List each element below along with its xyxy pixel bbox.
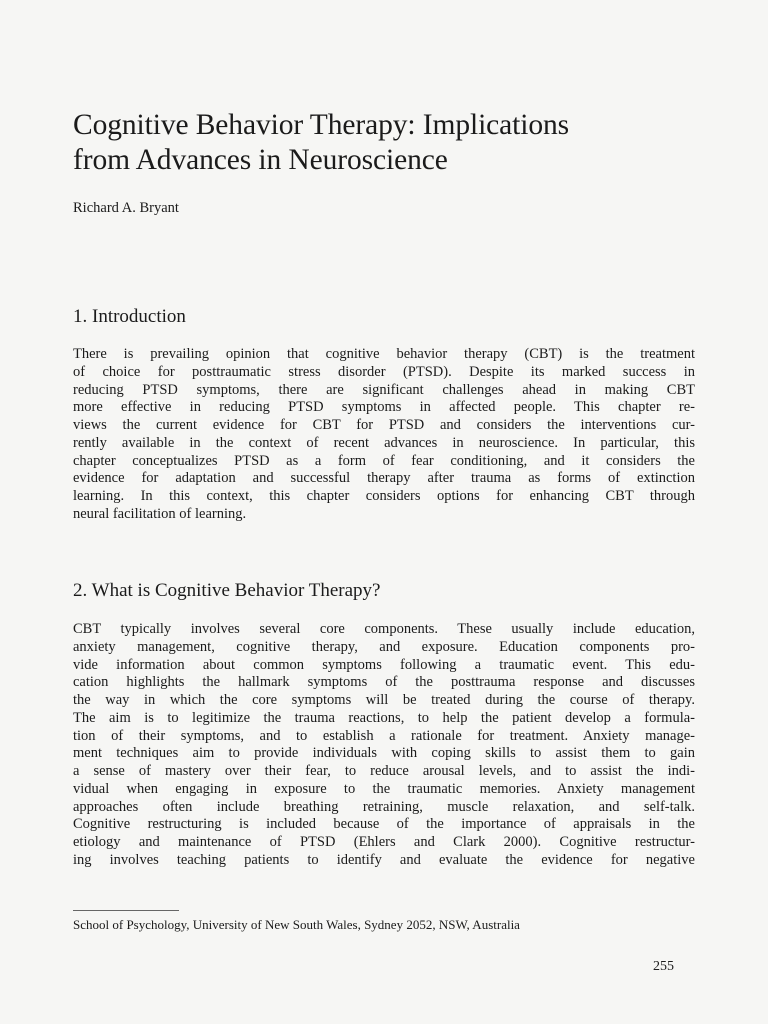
footnote-rule xyxy=(73,910,179,911)
text-line: more effective in reducing PTSD symptoms in affected people. This chapter re- xyxy=(73,399,695,416)
text-line: reducing PTSD symptoms, there are significant challenges ahead in making CBT xyxy=(73,381,695,398)
text-line: of choice for posttraumatic stress disorder (PTSD). Despite its marked success in xyxy=(73,363,695,380)
text-line: ment techniques aim to provide individuals with coping skills to assist them to gain xyxy=(73,745,695,762)
text-line: cation highlights the hallmark symptoms of the posttrauma response and discusses xyxy=(73,674,695,691)
text-line: the way in which the core symptoms will be treated during the course of therapy. xyxy=(73,692,695,708)
text-line: ing involves teaching patients to identify and evaluate the evidence for negative xyxy=(73,851,695,868)
section-body-introduction xyxy=(73,346,695,524)
author-affiliation-footnote: School of Psychology, University of New South Wales, Sydney 2052, NSW, Australia xyxy=(73,917,520,932)
section-heading-introduction: 1. Introduction xyxy=(73,306,186,327)
text-line: etiology and maintenance of PTSD (Ehlers and Clark 2000). Cognitive restructur- xyxy=(73,834,695,850)
text-line: approaches often include breathing retraining, muscle relaxation, and self-talk. xyxy=(73,798,695,815)
text-line: a sense of mastery over their fear, to reduce arousal levels, and to assist the indi- xyxy=(73,763,695,779)
text-line: CBT typically involves several core components. These usually include education, xyxy=(73,621,695,637)
text-line: anxiety management, cognitive therapy, and exposure. Education components pro- xyxy=(73,638,695,655)
author-name: Richard A. Bryant xyxy=(73,200,179,216)
section-heading-what-is-cbt: 2. What is Cognitive Behavior Therapy? xyxy=(73,580,381,601)
text-line: rently available in the context of recent advances in neuroscience. In particular, this xyxy=(73,434,695,451)
text-line: vidual when engaging in exposure to the traumatic memories. Anxiety management xyxy=(73,780,695,797)
chapter-title xyxy=(73,108,713,178)
text-line: learning. In this context, this chapter considers options for enhancing CBT through xyxy=(73,488,695,504)
chapter-title-line: Cognitive Behavior Therapy: Implications xyxy=(73,109,570,141)
text-line: tion of their symptoms, and to establish a rationale for treatment. Anxiety manage- xyxy=(73,727,695,744)
text-line: There is prevailing opinion that cognitive behavior therapy (CBT) is the treatment xyxy=(73,346,695,362)
page-number: 255 xyxy=(653,959,674,974)
text-line: neural facilitation of learning. xyxy=(73,505,247,522)
text-line: Cognitive restructuring is included because of the importance of appraisals in the xyxy=(73,816,695,833)
chapter-title-line: from Advances in Neuroscience xyxy=(73,144,448,176)
section-body-what-is-cbt xyxy=(73,621,695,870)
text-line: The aim is to legitimize the trauma reactions, to help the patient develop a formula- xyxy=(73,709,695,726)
text-line: views the current evidence for CBT for PTSD and considers the interventions cur- xyxy=(73,417,695,433)
text-line: vide information about common symptoms following a traumatic event. This edu- xyxy=(73,656,695,673)
text-line: chapter conceptualizes PTSD as a form of fear conditioning, and it considers the xyxy=(73,452,695,469)
text-line: evidence for adaptation and successful therapy after trauma as forms of extinction xyxy=(73,470,695,487)
